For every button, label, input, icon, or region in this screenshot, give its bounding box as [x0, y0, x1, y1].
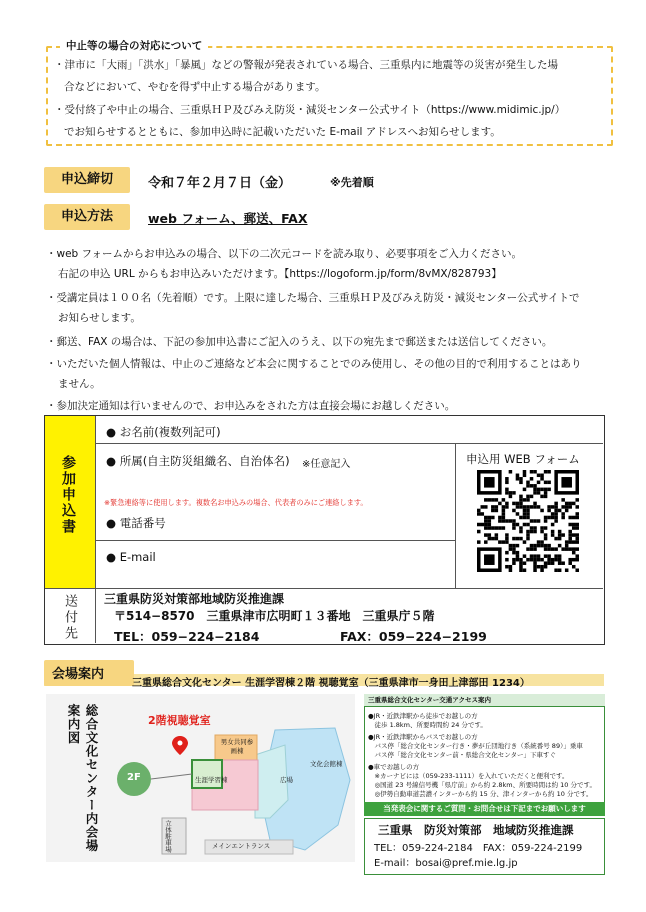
- access-line: ●JR・近鉄津駅から徒歩でお越しの方: [368, 712, 478, 720]
- notice-line: ・津市に「大雨」「洪水」「暴風」などの警報が発表されている場合、三重県内に地震等の災害が発生した場: [54, 59, 558, 71]
- notice-line: 合などにおいて、やむを得ず中止する場合があります。: [64, 81, 326, 93]
- affiliation-field[interactable]: ● 所属(自主防災組織名、自治体名): [106, 454, 290, 468]
- deadline-date: 令和７年２月７日（金）: [148, 176, 292, 191]
- contact-org: 三重県 防災対策部 地域防災推進課: [378, 823, 574, 837]
- map-room-label: 2階視聴覚室: [148, 714, 211, 727]
- name-field[interactable]: ● お名前(複数列記可): [106, 425, 221, 439]
- instruction-line: ・参加決定通知は行いませんので、お申込みをされた方は直接会場にお越しください。: [46, 400, 456, 412]
- access-line: ◎伊勢自動車道芸濃インターから約 15 分、津インターから約 10 分です。: [368, 790, 593, 798]
- map-label: 男女共同参画棟: [220, 738, 254, 755]
- deadline-label: 申込締切: [44, 167, 130, 193]
- map-label: 立体駐車場: [164, 820, 172, 853]
- venue-place: 三重県総合文化センター 生涯学習棟２階 視聴覚室（三重県津市一身田上津部田 1234）: [132, 678, 530, 689]
- affiliation-note: ※任意記入: [302, 459, 351, 470]
- access-line: ●車でお越しの方: [368, 763, 420, 771]
- access-line: ●JR・近鉄津駅からバスでお越しの方: [368, 733, 478, 741]
- instruction-line: ません。: [58, 378, 101, 390]
- destination-fax: FAX：059−224−2199: [340, 629, 487, 644]
- email-field[interactable]: ● E-mail: [106, 550, 156, 564]
- contact-email[interactable]: E-mail：bosai@pref.mie.lg.jp: [374, 858, 518, 869]
- destination-tel: TEL：059−224−2184: [114, 629, 260, 644]
- destination-org: 三重県防災対策部地域防災推進課: [104, 592, 285, 606]
- instruction-line: ・受講定員は１００名（先着順）です。上限に達した場合、三重県ＨＰ及びみえ防災・減災センター公式サイトで: [46, 292, 580, 304]
- instruction-line: ・郵送、FAX の場合は、下記の参加申込書にご記入のうえ、以下の宛先まで郵送または送信してください。: [46, 336, 553, 348]
- emergency-note: ※緊急連絡等に使用します。複数名お申込みの場合、代表者のみにご連絡します。: [104, 498, 368, 507]
- access-line: 徒歩 1.8km、所要時間約 24 分です。: [368, 721, 487, 729]
- instruction-line: お知らせします。: [58, 312, 141, 324]
- access-line: ◎国道 23 号線信号機「県庁前」から約 2.8km、所要時間は約 10 分です。: [368, 781, 596, 789]
- phone-field[interactable]: ● 電話番号: [106, 516, 166, 530]
- venue-map-drawing: [110, 700, 354, 860]
- access-line: バス停「総合文化センター行き・夢が丘団地行き（系統番号 89）」乗車: [368, 742, 583, 750]
- map-floor-label: 2F: [127, 772, 141, 783]
- access-line: バス停「総合文化センター前・県総合文化センター」下車すぐ: [368, 751, 556, 759]
- deadline-note: ※先着順: [330, 176, 374, 189]
- inquiry-bar: 当発表会に関するご質問・お問合せは下記までお願いします: [364, 802, 605, 816]
- map-label: 文化会館棟: [310, 760, 343, 768]
- notice-title: 中止等の場合の対応について: [60, 38, 208, 53]
- map-label: メインエントランス: [212, 842, 271, 850]
- access-line: ※カーナビには（059-233-1111）を入れていただくと便利です。: [368, 772, 569, 780]
- map-label: 生涯学習棟: [195, 776, 228, 784]
- access-title: 三重県総合文化センター交通アクセス案内: [368, 696, 492, 704]
- method-label: 申込方法: [44, 204, 130, 230]
- qr-title: 申込用 WEB フォーム: [466, 452, 580, 466]
- destination-label: 送付先: [62, 594, 77, 642]
- venue-label: 会場案内: [52, 667, 105, 682]
- qr-code-icon[interactable]: [477, 470, 579, 572]
- instruction-line: ・web フォームからお申込みの場合、以下の二次元コードを読み取り、必要事項をご入力ください。: [46, 248, 523, 260]
- contact-tel: TEL：059-224-2184 FAX：059-224-2199: [374, 843, 583, 854]
- map-label: 広場: [280, 776, 293, 784]
- destination-address: 〒514−8570 三重県津市広明町１３番地 三重県庁５階: [114, 609, 435, 623]
- form-side-label: 参加申込書: [60, 455, 76, 535]
- map-title: 総合文化センター内会場案内図: [66, 704, 99, 853]
- notice-line: ・受付終了や中止の場合、三重県ＨＰ及びみえ防災・減災センター公式サイト（https://www.midimic.jp/）: [54, 104, 566, 116]
- notice-line: でお知らせするとともに、参加申込時に記載いただいた E-mail アドレスへお知らせします。: [64, 126, 501, 138]
- instruction-line: ・いただいた個人情報は、中止のご連絡など本会に関することでのみ使用し、その他の目的で利用することはあり: [46, 358, 582, 370]
- method-value: web フォーム、郵送、FAX: [148, 211, 308, 226]
- instruction-line: 右記の申込 URL からもお申込みいただけます。【https://logoform.jp/form/8vMX/828793】: [58, 268, 502, 280]
